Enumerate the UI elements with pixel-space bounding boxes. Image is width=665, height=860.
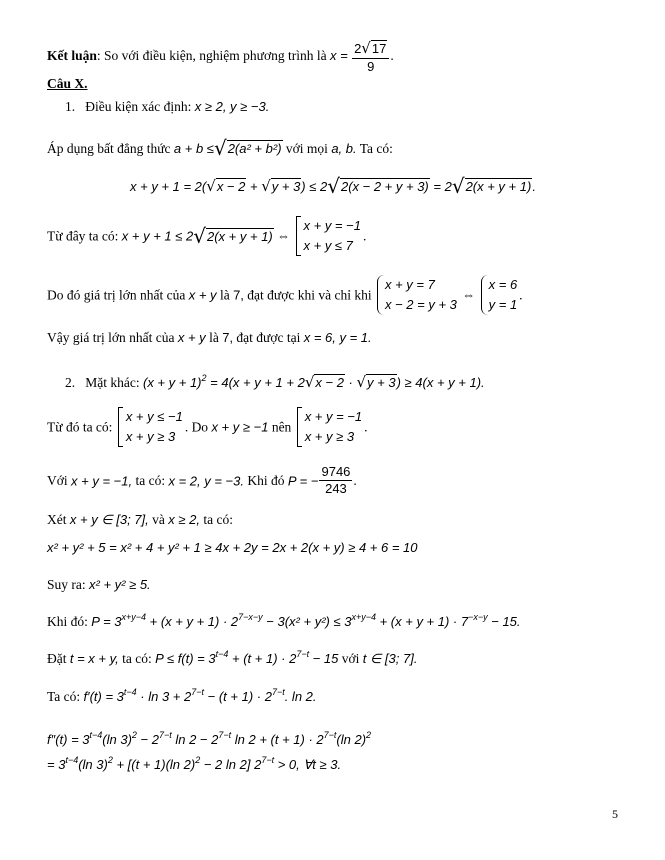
set-t-line: Đặt t = x + y, ta có: $P \le f(t) = 3^{t-4} + (t + 1) \cdot 2^{7-t} - 15$ với t ∈ [3; 7].: [47, 649, 418, 666]
with-fraction: $\frac{9746}{243}$: [321, 464, 351, 497]
second-derivative-line: $f''(t) = 3^{t-4}(\ln$ $3)^2 - 2^{7-t}$ $\ln 2 - 2^{7-t}$ $\ln 2 + (t + 1) \cdot 2^{7-t}(\ln$ 2)$^2$: [47, 730, 372, 747]
item-1-line: [65, 100, 269, 114]
conclusion-line: Kết luận: So với điều kiện, nghiệm phương trình là x = $\frac{2√17}{9}$ .: [47, 39, 394, 74]
conclusion-den: 9: [367, 58, 375, 74]
conclusion-fraction: $\frac{2√17}{9}$: [352, 39, 389, 75]
infer-line: Suy ra: x² + y² ≥ 5.: [47, 577, 151, 592]
from-that-line: Từ đó ta có: x + y ≤ −1 x + y ≥ 3 . Do x + y ≥ −1 nên x + y = −1 x + y ≥ 3 .: [47, 407, 368, 447]
ineq-intro-line: Áp dụng bất đẳng thức a + b ≤√2(a² + b²) với mọi a, b. Ta có:: [47, 136, 393, 160]
from-that-system: x + y ≤ −1 x + y ≥ 3: [118, 407, 183, 447]
display-equation-1: x + y + 1 = 2(√x − 2 + √y + 3) ≤ 2√2(x − 2 + y + 3) = 2√2(x + y + 1).: [130, 174, 536, 198]
max-value-system: x + y = 7 x − 2 = y + 3: [377, 275, 457, 315]
conclusion-eq: x =: [329, 48, 348, 64]
page-number: 5: [612, 807, 618, 821]
conclusion-label: Kết luận: [47, 48, 97, 64]
sum-squares-line: x² + y² + 5 = x² + 4 + y² + 1 ≥ 4x + 2y = 2x + 2(x + y) ≥ 4 + 6 = 10: [47, 540, 418, 555]
max-value-result: x = 6 y = 1: [481, 275, 518, 315]
item-2-line: 2. Mặt khác: $(x + y + 1)^2 = 4(x + y + 1 + 2√x - 2 \cdot √y + 3) \ge 4(x + y + 1)$.: [65, 373, 485, 391]
item-1-text: Điều kiện xác định:: [85, 99, 192, 114]
ineq-intro-radicand: 2(a² + b²): [227, 141, 282, 156]
derivative-line: Ta có: $f'(t) = 3^{t-4} \cdot \ln 3 + 2^{7-t} - (t + 1) \cdot 2^{7-t}$. ln 2.: [47, 687, 317, 704]
item-1-cond: x ≥ 2, y ≥ −3.: [194, 99, 270, 114]
max-value-line: Do đó giá trị lớn nhất của x + y là 7, đạt được khi và chỉ khi x + y = 7 x − 2 = y + 3 ⇔ x = 6 y = 1 .: [47, 275, 523, 315]
conclude-line: Vậy giá trị lớn nhất của x + y là 7, đạt được tại x = 6, y = 1.: [47, 330, 372, 345]
consider-line: Xét x + y ∈ [3; 7], và x ≥ 2, ta có:: [47, 512, 233, 527]
conclusion-text: : So với điều kiện, nghiệm phương trình là: [96, 48, 327, 64]
p-bound-line: Khi đó: $P = 3^{x+y-4} + (x + y + 1) \cdot 2^{7-x-y} - 3(x^2 + y^2) \le 3^{x+y-4} + (x + y + 1) \cdot 7^{-x-y} - 15$.: [47, 612, 521, 629]
item-1-number: 1.: [65, 99, 76, 114]
item-2-number: 2.: [65, 375, 76, 390]
from-that-system-2: x + y = −1 x + y ≥ 3: [297, 407, 362, 447]
from-here-system: x + y = −1 x + y ≤ 7: [296, 216, 361, 256]
section-title: Câu X.: [47, 76, 88, 91]
second-derivative-line-2: = $3^{t-4}(\ln$ 3)$^2$ + [(t + 1)(ln 2)$^2$ − 2 ln 2] $2^{7-t} > 0$, ∀t ≥ 3.: [47, 755, 342, 772]
from-here-line: Từ đây ta có: x + y + 1 ≤ 2√2(x + y + 1) ⇔ x + y = −1 x + y ≤ 7 .: [47, 216, 366, 256]
with-line: Với x + y = −1, ta có: x = 2, y = −3. Khi đó P = − $\frac{9746}{243}$ .: [47, 464, 357, 497]
